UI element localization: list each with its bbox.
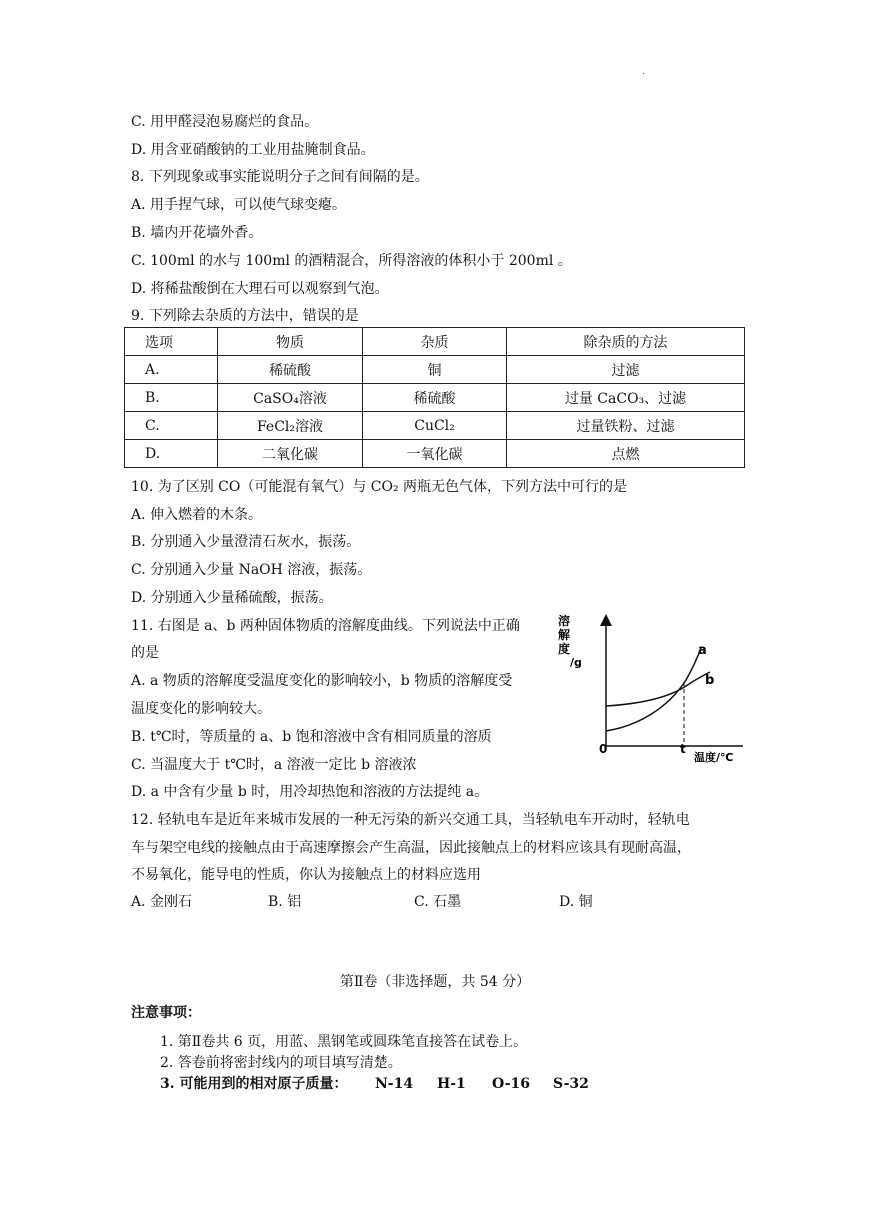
graph-y-label: 度: [558, 642, 571, 656]
atomic-mass-s: S-32: [553, 1076, 589, 1092]
table-cell: 点燃: [507, 440, 745, 468]
table-cell: FeCl₂溶液: [218, 412, 363, 440]
q12-option-b: B. 铝: [268, 894, 302, 910]
atomic-mass-h: H-1: [437, 1076, 466, 1092]
graph-y-label: 溶: [558, 614, 571, 628]
table-cell: 二氧化碳: [218, 440, 363, 468]
table-cell: A.: [125, 356, 218, 384]
q12-option-c: C. 石墨: [414, 894, 462, 910]
q10-option-b: B. 分别通入少量澄清石灰水，振荡。: [131, 534, 361, 550]
notice-title: 注意事项：: [131, 1005, 201, 1021]
table-cell: 稀硫酸: [218, 356, 363, 384]
table-cell: C.: [125, 412, 218, 440]
notice-item-2: 2. 答卷前将密封线内的项目填写清楚。: [160, 1055, 402, 1071]
table-cell: 稀硫酸: [363, 384, 507, 412]
q8-option-a: A. 用手捏气球，可以使气球变瘪。: [131, 197, 347, 213]
notice-item-1: 1. 第Ⅱ卷共 6 页，用蓝、黑钢笔或圆珠笔直接答在试卷上。: [160, 1034, 528, 1050]
q8-stem: 8. 下列现象或事实能说明分子之间有间隔的是。: [131, 169, 429, 185]
q9-stem: 9. 下列除去杂质的方法中，错误的是: [131, 308, 359, 324]
table-header-cell: 除杂质的方法: [507, 328, 745, 356]
q8-option-c: C. 100ml 的水与 100ml 的酒精混合，所得溶液的体积小于 200ml 。: [131, 253, 572, 269]
curve-a: [606, 648, 701, 731]
q11-stem: 11. 右图是 a、b 两种固体物质的溶解度曲线。下列说法中正确: [131, 618, 520, 634]
q12-option-d: D. 铜: [559, 894, 593, 910]
table-header-cell: 物质: [218, 328, 363, 356]
q10-option-d: D. 分别通入少量稀硫酸，振荡。: [131, 590, 333, 606]
header-dot: .: [642, 66, 646, 77]
atomic-mass-n: N-14: [375, 1076, 414, 1092]
q12-option-a: A. 金刚石: [131, 894, 193, 910]
table-cell: 过量 CaCO₃、过滤: [507, 384, 745, 412]
table-header-cell: 选项: [125, 328, 218, 356]
section2-title: 第Ⅱ卷（非选择题，共 54 分）: [339, 974, 531, 990]
graph-x-label: 温度/℃: [694, 751, 734, 764]
q10-option-c: C. 分别通入少量 NaOH 溶液，振荡。: [131, 562, 372, 578]
q12-stem-cont: 不易氧化，能导电的性质，你认为接触点上的材料应选用: [131, 867, 481, 883]
q11-option-a-cont: 温度变化的影响较大。: [131, 701, 271, 717]
q12-stem-cont: 车与架空电线的接触点由于高速摩擦会产生高温，因此接触点上的材料应该具有现耐高温，: [131, 840, 691, 856]
q11-option-c: C. 当温度大于 t℃时，a 溶液一定比 b 溶液浓: [131, 757, 417, 773]
notice-item-3: 3. 可能用到的相对原子质量：: [160, 1076, 348, 1092]
table-cell: 过量铁粉、过滤: [507, 412, 745, 440]
graph-origin: 0: [599, 742, 608, 756]
table-cell: CuCl₂: [363, 412, 507, 440]
q11-stem-cont: 的是: [131, 645, 159, 661]
table-header-row: [125, 328, 745, 356]
solubility-graph: [558, 608, 758, 770]
graph-y-unit: /g: [570, 656, 582, 669]
q10-stem: 10. 为了区别 CO（可能混有氧气）与 CO₂ 两瓶无色气体，下列方法中可行的是: [131, 479, 628, 495]
q7-option-d: D. 用含亚硝酸钠的工业用盐腌制食品。: [131, 142, 375, 158]
table-cell: CaSO₄溶液: [218, 384, 363, 412]
graph-y-label: 解: [558, 628, 571, 642]
atomic-mass-o: O-16: [492, 1076, 531, 1092]
curve-a-label: a: [698, 643, 707, 658]
table-row: [125, 412, 745, 440]
q8-option-d: D. 将稀盐酸倒在大理石可以观察到气泡。: [131, 281, 389, 297]
table-row: [125, 440, 745, 468]
table-cell: D.: [125, 440, 218, 468]
q12-stem: 12. 轻轨电车是近年来城市发展的一种无污染的新兴交通工具，当轻轨电车开动时，轻轨电: [131, 812, 690, 828]
graph-t-label: t: [680, 742, 686, 756]
table-row: [125, 356, 745, 384]
table-cell: 铜: [363, 356, 507, 384]
table-header-cell: 杂质: [363, 328, 507, 356]
table-row: [125, 384, 745, 412]
table-cell: 过滤: [507, 356, 745, 384]
curve-b-label: b: [705, 673, 715, 688]
q9-table: [124, 327, 745, 468]
table-cell: B.: [125, 384, 218, 412]
q11-option-d: D. a 中含有少量 b 时，用冷却热饱和溶液的方法提纯 a。: [131, 784, 489, 800]
q8-option-b: B. 墙内开花墙外香。: [131, 225, 263, 241]
q11-option-b: B. t℃时，等质量的 a、b 饱和溶液中含有相同质量的溶质: [131, 729, 492, 745]
q7-option-c: C. 用甲醛浸泡易腐烂的食品。: [131, 114, 319, 130]
q11-option-a: A. a 物质的溶解度受温度变化的影响较小，b 物质的溶解度受: [131, 673, 513, 689]
q10-option-a: A. 伸入燃着的木条。: [131, 507, 263, 523]
table-cell: 一氧化碳: [363, 440, 507, 468]
curve-b: [606, 672, 710, 706]
